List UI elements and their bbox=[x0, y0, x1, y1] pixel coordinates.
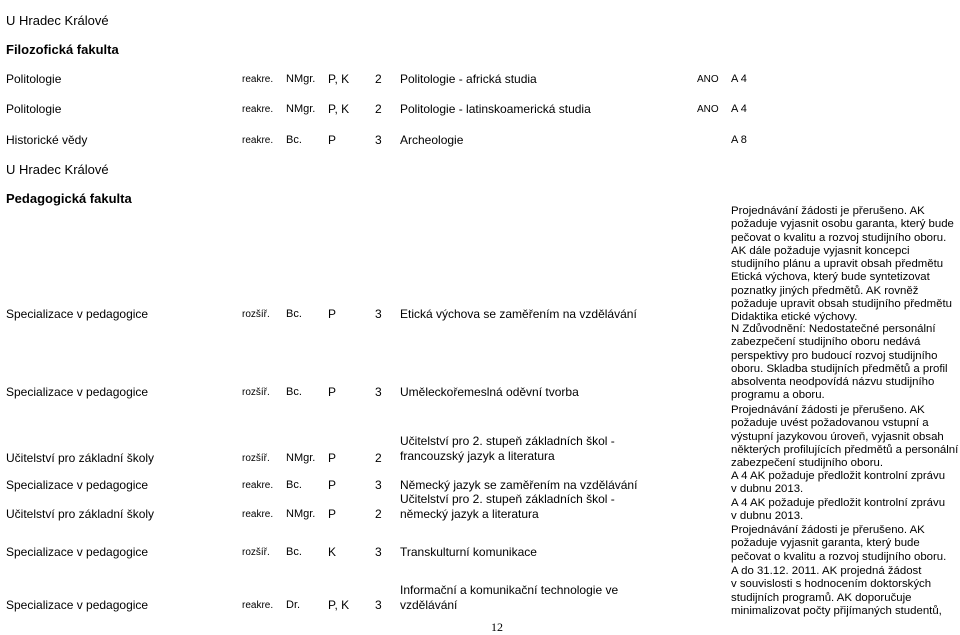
study-form: P, K bbox=[328, 102, 350, 116]
section1-institution: U Hradec Králové bbox=[6, 13, 109, 28]
accreditation-type: reakre. bbox=[242, 104, 274, 115]
note-line: některých profilujících předmětů a personální bbox=[731, 443, 959, 456]
field-name: Politologie - latinskoamerická studia bbox=[400, 102, 591, 116]
program-name: Specializace v pedagogice bbox=[6, 385, 149, 399]
note-line: studijních programů. AK doporučuje bbox=[731, 591, 912, 604]
field-name: Německý jazyk se zaměřením na vzdělávání bbox=[400, 478, 638, 492]
note-decision bbox=[731, 205, 957, 325]
study-years: 2 bbox=[375, 451, 382, 465]
degree: NMgr. bbox=[286, 73, 316, 85]
note-line: pečovat o kvalitu a rozvoj studijního oboru. bbox=[731, 231, 947, 244]
study-form: P bbox=[328, 507, 337, 521]
page-number: 12 bbox=[491, 620, 503, 634]
field-name: Archeologie bbox=[400, 133, 464, 147]
field-name-line1: Učitelství pro 2. stupeň základních škol - bbox=[400, 492, 615, 506]
study-form: P bbox=[328, 385, 337, 399]
study-form: P, K bbox=[328, 598, 350, 612]
result-value: A 4 bbox=[731, 73, 747, 85]
note-line: požaduje uvést požadovanou vstupní a bbox=[731, 417, 929, 430]
accreditation-type: reakre. bbox=[242, 135, 274, 146]
program-name: Specializace v pedagogice bbox=[6, 545, 149, 559]
accreditation-type: rozšíř. bbox=[242, 453, 270, 464]
accreditation-type: reakre. bbox=[242, 509, 274, 520]
note-line: A 4 AK požaduje předložit kontrolní zprávu bbox=[731, 497, 946, 509]
note-line: zabezpečení studijního oboru nedává bbox=[731, 336, 921, 349]
note-line: pečovat o kvalitu a rozvoj studijního oboru. bbox=[731, 550, 947, 563]
note-line: požaduje vyjasnit osobu garanta, který bude bbox=[731, 218, 954, 231]
result-value: A 8 bbox=[731, 134, 747, 146]
study-years: 2 bbox=[375, 507, 382, 521]
note-line: výstupní jazykovou úroveň, vyjasnit obsah bbox=[731, 430, 944, 443]
study-form: P, K bbox=[328, 72, 350, 86]
degree: Bc. bbox=[286, 308, 302, 320]
flag-value: ANO bbox=[697, 104, 719, 115]
program-name: Specializace v pedagogice bbox=[6, 307, 149, 321]
accreditation-type: rozšíř. bbox=[242, 309, 270, 320]
note-line: v dubnu 2013. bbox=[731, 483, 804, 496]
accreditation-type: reakre. bbox=[242, 600, 274, 611]
field-name: Uměleckořemeslná oděvní tvorba bbox=[400, 385, 579, 399]
field-name-line2: vzdělávání bbox=[400, 598, 458, 612]
note-line: Etická výchova, který bude syntetizovat bbox=[731, 271, 930, 284]
accreditation-type: rozšíř. bbox=[242, 387, 270, 398]
note-decision bbox=[731, 497, 957, 524]
note-line: A do 31.12. 2011. AK projedná žádost bbox=[731, 565, 922, 577]
degree: Bc. bbox=[286, 546, 302, 558]
study-form: P bbox=[328, 478, 337, 492]
note-line: programu a oboru. bbox=[731, 389, 825, 402]
program-name: Politologie bbox=[6, 102, 62, 116]
field-name-line2: francouzský jazyk a literatura bbox=[400, 449, 555, 463]
degree: Bc. bbox=[286, 479, 302, 491]
study-years: 3 bbox=[375, 478, 382, 492]
accreditation-type: rozšíř. bbox=[242, 547, 270, 558]
section2-faculty: Pedagogická fakulta bbox=[6, 191, 132, 206]
field-name bbox=[400, 434, 615, 464]
note-decision bbox=[731, 404, 957, 470]
note-line: oboru. Skladba studijních předmětů a profil bbox=[731, 362, 948, 375]
section2-institution: U Hradec Králové bbox=[6, 162, 109, 177]
study-form: P bbox=[328, 451, 337, 465]
note-line: v dubnu 2013. bbox=[731, 510, 804, 523]
note-line: zabezpečení studijního oboru. bbox=[731, 457, 883, 470]
study-years: 3 bbox=[375, 598, 382, 612]
degree: Dr. bbox=[286, 599, 301, 611]
study-years: 2 bbox=[375, 72, 382, 86]
degree: NMgr. bbox=[286, 508, 316, 520]
note-line: perspektivy pro budoucí rozvoj studijního bbox=[731, 349, 938, 362]
result-value: A 4 bbox=[731, 103, 747, 115]
flag-value: ANO bbox=[697, 74, 719, 85]
study-years: 3 bbox=[375, 307, 382, 321]
note-line: poznatky jiných předmětů. AK rovněž bbox=[731, 284, 919, 297]
study-form: K bbox=[328, 545, 337, 559]
note-decision bbox=[731, 470, 957, 497]
field-name bbox=[400, 583, 618, 613]
note-line: N Zdůvodnění: Nedostatečné personální bbox=[731, 323, 936, 335]
field-name-line2: německý jazyk a literatura bbox=[400, 507, 539, 521]
note-line: v souvislosti s hodnocením doktorských bbox=[731, 578, 932, 591]
note-decision bbox=[731, 565, 957, 618]
study-years: 3 bbox=[375, 545, 382, 559]
study-years: 3 bbox=[375, 385, 382, 399]
program-name: Specializace v pedagogice bbox=[6, 598, 149, 612]
degree: Bc. bbox=[286, 134, 302, 146]
note-line: Didaktika etické výchovy. bbox=[731, 311, 858, 324]
note-decision bbox=[731, 524, 957, 564]
program-name: Učitelství pro základní školy bbox=[6, 451, 155, 465]
program-name: Učitelství pro základní školy bbox=[6, 507, 155, 521]
note-line: A 4 AK požaduje předložit kontrolní zprávu bbox=[731, 470, 946, 482]
field-name: Etická výchova se zaměřením na vzdělávání bbox=[400, 307, 637, 321]
accreditation-type: reakre. bbox=[242, 480, 274, 491]
note-line: Projednávání žádosti je přerušeno. AK bbox=[731, 524, 925, 536]
note-line: požaduje upravit obsah studijního předmětu bbox=[731, 298, 952, 311]
program-name: Historické vědy bbox=[6, 133, 88, 147]
note-line: minimalizovat počty přijímaných studentů, bbox=[731, 604, 942, 617]
degree: Bc. bbox=[286, 386, 302, 398]
section1-faculty: Filozofická fakulta bbox=[6, 42, 119, 57]
note-line: Projednávání žádosti je přerušeno. AK bbox=[731, 205, 925, 217]
study-years: 3 bbox=[375, 133, 382, 147]
program-name: Politologie bbox=[6, 72, 62, 86]
note-line: požaduje vyjasnit garanta, který bude bbox=[731, 537, 920, 550]
note-line: absolventa neodpovídá názvu studijního bbox=[731, 376, 935, 389]
program-name: Specializace v pedagogice bbox=[6, 478, 149, 492]
degree: NMgr. bbox=[286, 452, 316, 464]
note-line: studijního plánu a upravit obsah předmětu bbox=[731, 258, 944, 271]
note-line: AK dále požaduje vyjasnit koncepci bbox=[731, 244, 910, 257]
accreditation-type: reakre. bbox=[242, 74, 274, 85]
study-form: P bbox=[328, 133, 337, 147]
field-name-line1: Učitelství pro 2. stupeň základních škol - bbox=[400, 434, 615, 448]
degree: NMgr. bbox=[286, 103, 316, 115]
note-decision bbox=[731, 323, 957, 403]
field-name: Politologie - africká studia bbox=[400, 72, 537, 86]
field-name bbox=[400, 492, 615, 522]
field-name-line1: Informační a komunikační technologie ve bbox=[400, 583, 619, 597]
note-line: Projednávání žádosti je přerušeno. AK bbox=[731, 404, 925, 416]
field-name: Transkulturní komunikace bbox=[400, 545, 537, 559]
study-years: 2 bbox=[375, 102, 382, 116]
study-form: P bbox=[328, 307, 337, 321]
